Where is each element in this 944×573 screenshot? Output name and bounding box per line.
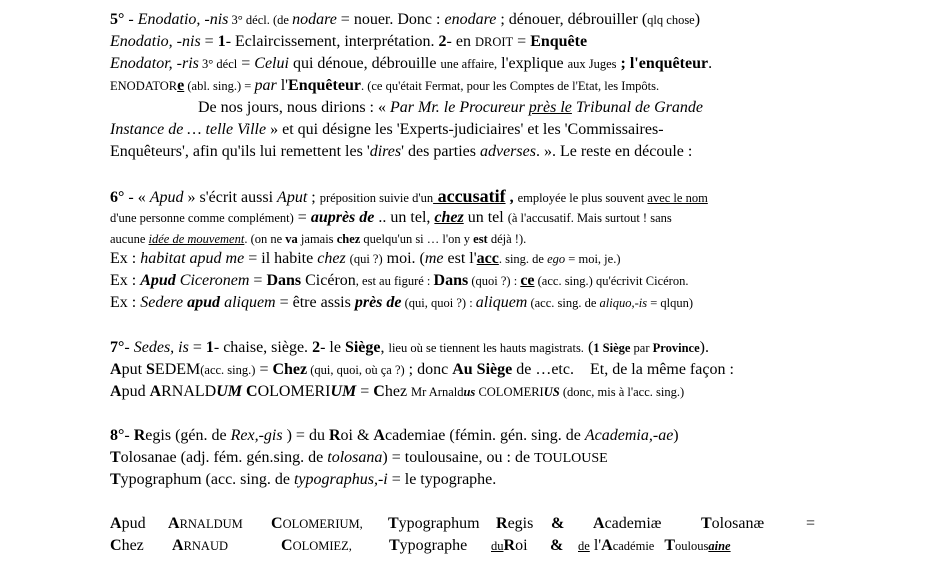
s7-line-1: 7°- Sedes, is = 1- chaise, siège. 2- le Siège, lieu où se tiennent les hauts magistrats. (1 Siège par Province).	[110, 339, 709, 356]
s6-line-1: 6° - « Apud » s'écrit aussi Aput ; préposition suivie d'un accusatif , employée le plus souvent avec le nom	[110, 186, 708, 206]
section-number: 5°	[110, 11, 125, 28]
s8-line-1: 8°- Regis (gén. de Rex,-gis ) = du Roi & Academiae (fémin. gén. sing. de Academia,-ae)	[110, 427, 679, 444]
s5-line-5: De nos jours, nous dirions : « Par Mr. le Procureur près le Tribunal de Grande	[198, 99, 704, 116]
s6-line-2: d'une personne comme complément) = auprès de .. un tel, chez un tel (à l'accusatif. Mais surtout ! sans	[110, 209, 672, 226]
s5-line-1: 5° - Enodatio, -nis 3° décl. (de nodare = nouer. Donc : enodare ; dénouer, débrouiller (qlq chose)	[110, 11, 701, 28]
s5-line-6: Instance de … telle Ville » et qui désigne les 'Experts-judiciaires' et les 'Commissaires-	[110, 121, 664, 138]
final-line-latin: Apud ARNALDUM COLOMERIUM, Typographum Regis & Academiæ Tolosanæ =	[110, 515, 816, 532]
s5-line-7: Enquêteurs', afin qu'ils lui remettent les 'dires' des parties adverses. ». Le reste en découle :	[110, 143, 693, 160]
s8-line-3: Typographum (acc. sing. de typographus,-i = le typographe.	[110, 471, 497, 488]
s6-line-6: Ex : Sedere apud aliquem = être assis près de (qui, quoi ?) : aliquem (acc. sing. de aliquo,-is = qlqun)	[110, 294, 694, 311]
s8-line-2: Tolosanae (adj. fém. gén.sing. de tolosana) = toulousaine, ou : de TOULOUSE	[110, 449, 608, 466]
s6-line-5: Ex : Apud Ciceronem = Dans Cicéron, est au figuré : Dans (quoi ?) : ce (acc. sing.) qu'écrivit Cicéron.	[110, 272, 689, 289]
s5-line-2: Enodatio, -nis = 1- Eclaircissement, interprétation. 2- en DROIT = Enquête	[110, 33, 588, 50]
s7-line-3: Apud ARNALDUM COLOMERIUM = Chez Mr Arnaldus COLOMERIUS (donc, mis à l'acc. sing.)	[110, 383, 685, 400]
s5-line-3: Enodator, -ris 3° décl = Celui qui dénoue, débrouille une affaire, l'explique aux Juges ; l'enquêteur.	[110, 55, 713, 72]
s6-line-4: Ex : habitat apud me = il habite chez (qui ?) moi. (me est l'acc. sing. de ego = moi, je.)	[110, 250, 621, 267]
s5-line-4: ENODATORe (abl. sing.) = par l'Enquêteur. (ce qu'était Fermat, pour les Comptes de l'Etat, les Impôts.	[110, 77, 660, 94]
final-line-french: Chez ARNAUD COLOMIEZ, Typographe duRoi & de l'Académie Toulousaine	[110, 537, 731, 554]
s7-line-2: Aput SEDEM(acc. sing.) = Chez (qui, quoi, où ça ?) ; donc Au Siège de …etc. Et, de la même façon :	[110, 361, 734, 378]
s6-line-3: aucune idée de mouvement. (on ne va jamais chez quelqu'un si … l'on y est déjà !).	[110, 232, 527, 246]
